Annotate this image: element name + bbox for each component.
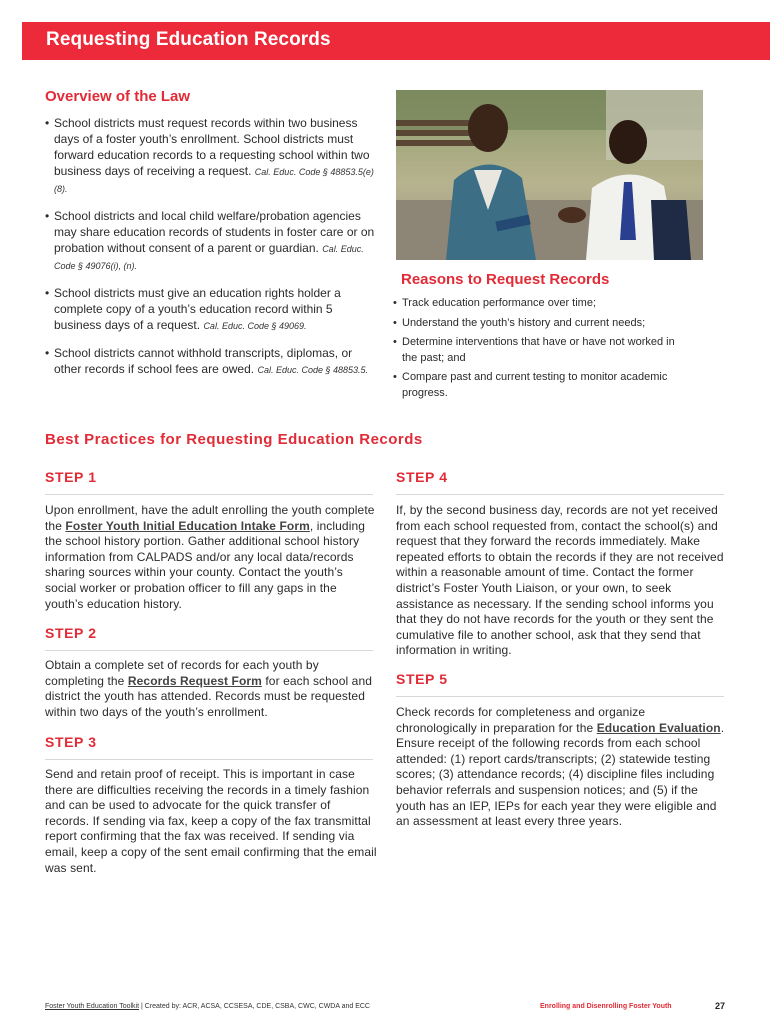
divider	[45, 494, 373, 495]
list-item: • Compare past and current testing to monitor academic progress.	[393, 371, 668, 399]
records-request-form-link[interactable]: Records Request Form	[127, 673, 262, 688]
divider	[45, 759, 373, 760]
step-4-text: If, by the second business day, records are not yet received from each school requested from, contact the school(s) and request that they forward the records immediately. Make repeated efforts to obtain the records if they are not received within a reasonable amount of time. Contact the former district’s Foster Youth Liaison, or your own, to seek assistance as necessary. If the sending school informs you that they do not have records for the youth or they sent the cumulative file to another school, ask that they send that information in writing.	[396, 503, 724, 658]
footer-section-title: Enrolling and Disenrolling Foster Youth	[540, 1003, 672, 1010]
step-1-label: STEP 1	[45, 469, 97, 485]
divider	[45, 650, 373, 651]
overview-heading: Overview of the Law	[45, 88, 191, 105]
list-item: • School districts must give an education rights holder a complete copy of a youth’s education record within 5 business days of a request. Cal. Educ. Code § 49069.	[45, 286, 341, 332]
divider	[396, 696, 724, 697]
list-item: • Determine interventions that have or have not worked in the past; and	[393, 336, 675, 364]
reasons-list	[393, 296, 693, 401]
step-2-label: STEP 2	[45, 625, 97, 641]
best-practices-heading: Best Practices for Requesting Education Records	[45, 431, 423, 448]
step-5-text: Check records for completeness and organize chronologically in preparation for the Education Evaluation. Ensure receipt of the following records from each school attended: (1) report cards/transcripts; (2) statewide testing scores; (3) attendance records; (4) discipline files including behavior referrals and suspension notices; and (5) if the youth has an IEP, IEPs for each year they were eligible and an assessment at least every three years.	[396, 705, 725, 829]
step-2-text: Obtain a complete set of records for each youth by completing the Records Request Form for each school and district the youth has attended. Records must be requested within two days of the youth’s enrollment.	[45, 658, 372, 719]
education-evaluation-link[interactable]: Education Evaluation	[596, 720, 721, 735]
list-item: • Track education performance over time;	[393, 297, 597, 309]
step-3-text: Send and retain proof of receipt. This is important in case there are difficulties receiving the records in a timely fashion and can be used to advocate for the quick transfer of records. If sending via fax, keep a copy of the fax transmittal report confirming that the fax was received. If sending via email, keep a copy of the sent email confirming that the email was sent.	[45, 767, 377, 875]
overview-list	[45, 115, 380, 378]
citation: Cal. Educ. Code § 48853.5.	[257, 365, 369, 375]
step-5-label: STEP 5	[396, 671, 448, 687]
page-number: 27	[715, 1001, 726, 1011]
page-title: Requesting Education Records	[46, 29, 331, 50]
toolkit-link[interactable]: Foster Youth Education Toolkit	[45, 1003, 140, 1010]
citation: Cal. Educ. Code § 49076(i), (n).	[54, 244, 364, 271]
divider	[396, 494, 724, 495]
citation: Cal. Educ. Code § 48853.5(e)(8).	[54, 167, 374, 194]
intake-form-link[interactable]: Foster Youth Initial Education Intake Form	[65, 518, 310, 533]
citation: Cal. Educ. Code § 49069.	[203, 321, 307, 331]
reasons-heading: Reasons to Request Records	[401, 271, 610, 288]
students-photo	[396, 90, 703, 260]
list-item: • Understand the youth’s history and current needs;	[393, 316, 646, 329]
step-3-label: STEP 3	[45, 734, 97, 750]
footer-credits: Foster Youth Education Toolkit | Created by: ACR, ACSA, CCSESA, CDE, CSBA, CWC, CWDA and ECC	[45, 1003, 370, 1010]
list-item: • School districts cannot withhold transcripts, diplomas, or other records if school fees are owed. Cal. Educ. Code § 48853.5.	[45, 346, 369, 376]
list-item: • School districts must request records within two business days of a foster youth’s enrollment. School districts must forward education records to a requesting school within two business days of receiving a request. Cal. Educ. Code § 48853.5(e)(8).	[45, 116, 374, 194]
list-item: • School districts and local child welfare/probation agencies may share education records of students in foster care or on probation without consent of a parent or guardian. Cal. Educ. Code § 49076(i), (n).	[45, 209, 375, 271]
step-4-label: STEP 4	[396, 469, 448, 485]
step-1-text: Upon enrollment, have the adult enrolling the youth complete the Foster Youth Initial Education Intake Form, including the school history portion. Gather additional school history information from CALPADS and/or any local data/records sharing sources within your county. Contact the youth’s social worker or probation officer to fill any gaps in the youth’s education history.	[45, 503, 375, 611]
